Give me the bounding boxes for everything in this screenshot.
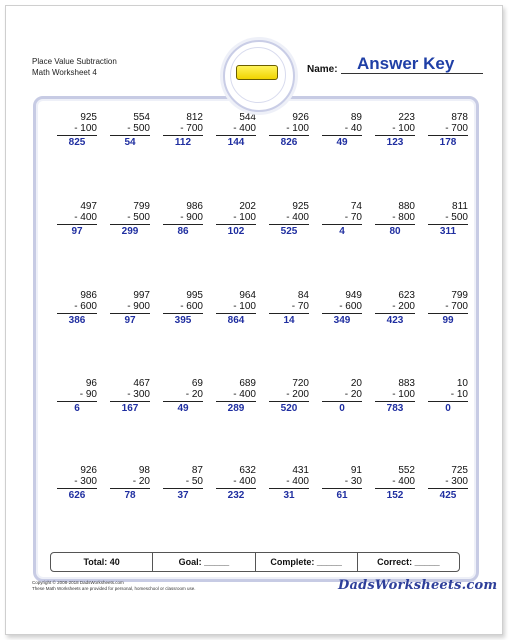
answer: 520 [280, 403, 298, 414]
subtraction-problem [428, 201, 468, 238]
answer: 425 [439, 490, 457, 501]
answer-rule [269, 313, 309, 314]
subtraction-problem [216, 378, 256, 415]
subtrahend: - 100 [233, 212, 256, 223]
emblem [223, 40, 295, 112]
minuend: 720 [292, 378, 309, 389]
subtrahend: - 400 [233, 123, 256, 134]
answer: 299 [121, 226, 139, 237]
subtrahend: - 900 [127, 301, 150, 312]
answer-rule [163, 313, 203, 314]
answer-rule [163, 224, 203, 225]
answer: 525 [280, 226, 298, 237]
subtraction-problem [269, 290, 309, 327]
minuend: 812 [186, 112, 203, 123]
answer: 825 [68, 137, 86, 148]
subtraction-problem [269, 465, 309, 502]
minuend: 799 [133, 201, 150, 212]
subtraction-problem [216, 290, 256, 327]
subtraction-problem [322, 112, 362, 149]
subtrahend: - 400 [286, 212, 309, 223]
minuend: 87 [191, 465, 203, 476]
title-line-2: Math Worksheet 4 [32, 68, 97, 77]
answer-rule [57, 135, 97, 136]
subtraction-problem [57, 201, 97, 238]
minuend: 552 [398, 465, 415, 476]
answer-rule [110, 224, 150, 225]
subtraction-problem [110, 201, 150, 238]
subtraction-problem [428, 290, 468, 327]
subtraction-problem [269, 112, 309, 149]
subtrahend: - 700 [445, 123, 468, 134]
answer-rule [216, 488, 256, 489]
subtrahend: - 20 [344, 389, 362, 400]
answer-rule [375, 135, 415, 136]
subtrahend: - 600 [339, 301, 362, 312]
minuend: 202 [239, 201, 256, 212]
answer-rule [57, 401, 97, 402]
minuend: 623 [398, 290, 415, 301]
answer: 289 [227, 403, 245, 414]
minuend: 84 [297, 290, 309, 301]
minuend: 632 [239, 465, 256, 476]
minuend: 964 [239, 290, 256, 301]
subtrahend: - 300 [127, 389, 150, 400]
minuend: 89 [350, 112, 362, 123]
total-cell: Total: 40 [51, 553, 153, 571]
answer: 349 [333, 315, 351, 326]
subtraction-problem [216, 112, 256, 149]
subtraction-problem [322, 201, 362, 238]
name-field [307, 54, 487, 74]
answer: 4 [339, 226, 345, 237]
subtrahend: - 400 [233, 389, 256, 400]
subtraction-problem [375, 290, 415, 327]
goal-cell: Goal: _____ [153, 553, 255, 571]
answer: 232 [227, 490, 245, 501]
minuend: 997 [133, 290, 150, 301]
answer: 86 [177, 226, 189, 237]
answer-rule [269, 401, 309, 402]
answer-rule [269, 224, 309, 225]
subtraction-problem [428, 465, 468, 502]
subtrahend: - 70 [291, 301, 309, 312]
minuend: 878 [451, 112, 468, 123]
answer-key-label: Answer Key [357, 54, 455, 73]
answer-rule [163, 401, 203, 402]
answer: 826 [280, 137, 298, 148]
minuend: 554 [133, 112, 150, 123]
answer: 49 [177, 403, 189, 414]
minuend: 98 [138, 465, 150, 476]
answer: 144 [227, 137, 245, 148]
answer: 626 [68, 490, 86, 501]
answer-rule [269, 135, 309, 136]
answer-rule [57, 313, 97, 314]
minuend: 91 [350, 465, 362, 476]
answer-rule [375, 313, 415, 314]
worksheet-title [32, 56, 117, 78]
subtrahend: - 500 [445, 212, 468, 223]
gold-bar-icon [236, 65, 278, 80]
minuend: 883 [398, 378, 415, 389]
minuend: 925 [292, 201, 309, 212]
minuend: 926 [292, 112, 309, 123]
answer-rule [375, 401, 415, 402]
subtrahend: - 400 [286, 476, 309, 487]
minuend: 799 [451, 290, 468, 301]
minuend: 223 [398, 112, 415, 123]
answer: 178 [439, 137, 457, 148]
minuend: 544 [239, 112, 256, 123]
minuend: 96 [85, 378, 97, 389]
answer-rule [375, 488, 415, 489]
minuend: 986 [80, 290, 97, 301]
subtraction-problem [57, 378, 97, 415]
subtrahend: - 100 [392, 389, 415, 400]
subtraction-problem [110, 112, 150, 149]
subtrahend: - 300 [445, 476, 468, 487]
subtrahend: - 70 [344, 212, 362, 223]
answer: 167 [121, 403, 139, 414]
minuend: 725 [451, 465, 468, 476]
subtrahend: - 100 [392, 123, 415, 134]
subtraction-problem [216, 465, 256, 502]
answer-rule [428, 224, 468, 225]
answer-rule [110, 135, 150, 136]
name-label: Name: [307, 64, 338, 75]
subtraction-problem [269, 378, 309, 415]
minuend: 949 [345, 290, 362, 301]
answer-rule [110, 488, 150, 489]
answer: 864 [227, 315, 245, 326]
subtrahend: - 30 [344, 476, 362, 487]
answer: 423 [386, 315, 404, 326]
answer-rule [216, 313, 256, 314]
subtraction-problem [110, 290, 150, 327]
minuend: 431 [292, 465, 309, 476]
answer-rule [322, 224, 362, 225]
answer-rule [269, 488, 309, 489]
answer-rule [428, 135, 468, 136]
minuend: 467 [133, 378, 150, 389]
subtraction-problem [375, 201, 415, 238]
answer: 97 [71, 226, 83, 237]
answer: 31 [283, 490, 295, 501]
subtraction-problem [163, 378, 203, 415]
answer: 395 [174, 315, 192, 326]
correct-cell: Correct: _____ [377, 557, 440, 567]
minuend: 811 [452, 201, 468, 212]
subtraction-problem [57, 290, 97, 327]
minuend: 986 [186, 201, 203, 212]
answer: 783 [386, 403, 404, 414]
subtraction-problem [375, 465, 415, 502]
answer-rule [110, 313, 150, 314]
answer: 80 [389, 226, 401, 237]
answer-rule [216, 401, 256, 402]
copyright-line-1: Copyright © 2008-2018 DadsWorksheets.com [32, 580, 124, 585]
answer: 49 [336, 137, 348, 148]
answer: 14 [283, 315, 295, 326]
subtraction-problem [110, 378, 150, 415]
answer-rule [163, 135, 203, 136]
complete-cell: Complete: _____ [256, 553, 358, 571]
answer-rule [216, 135, 256, 136]
subtrahend: - 700 [445, 301, 468, 312]
subtrahend: - 600 [74, 301, 97, 312]
answer-rule [216, 224, 256, 225]
minuend: 995 [186, 290, 203, 301]
subtrahend: - 700 [180, 123, 203, 134]
answer-rule [57, 224, 97, 225]
minuend: 10 [456, 378, 468, 389]
subtraction-problem [163, 201, 203, 238]
answer-rule [322, 135, 362, 136]
subtraction-problem [163, 290, 203, 327]
subtraction-problem [163, 465, 203, 502]
answer-rule [322, 313, 362, 314]
minuend: 497 [80, 201, 97, 212]
answer: 6 [74, 403, 80, 414]
subtrahend: - 20 [132, 476, 150, 487]
answer: 97 [124, 315, 136, 326]
minuend: 689 [239, 378, 256, 389]
subtrahend: - 200 [392, 301, 415, 312]
answer-rule [322, 488, 362, 489]
subtraction-problem [428, 378, 468, 415]
subtrahend: - 600 [180, 301, 203, 312]
answer: 386 [68, 315, 86, 326]
answer: 123 [386, 137, 404, 148]
dadsworksheets-logo: DadsWorksheets.com [338, 578, 498, 593]
answer: 311 [439, 226, 457, 237]
answer: 112 [174, 137, 192, 148]
subtraction-problem [428, 112, 468, 149]
answer-rule [375, 224, 415, 225]
subtrahend: - 100 [233, 301, 256, 312]
minuend: 69 [191, 378, 203, 389]
answer: 152 [386, 490, 404, 501]
subtrahend: - 10 [450, 389, 468, 400]
subtraction-problem [216, 201, 256, 238]
subtrahend: - 400 [392, 476, 415, 487]
answer: 37 [177, 490, 189, 501]
subtraction-problem [375, 112, 415, 149]
score-bar [50, 552, 460, 572]
subtraction-problem [322, 465, 362, 502]
answer-rule [428, 488, 468, 489]
subtraction-problem [110, 465, 150, 502]
copyright-notice [32, 580, 196, 592]
answer: 0 [445, 403, 451, 414]
subtrahend: - 20 [185, 389, 203, 400]
answer-rule [428, 401, 468, 402]
subtraction-problem [57, 112, 97, 149]
subtrahend: - 90 [79, 389, 97, 400]
minuend: 925 [80, 112, 97, 123]
answer-rule [57, 488, 97, 489]
answer: 54 [124, 137, 136, 148]
minuend: 20 [350, 378, 362, 389]
answer-rule [163, 488, 203, 489]
subtrahend: - 100 [286, 123, 309, 134]
title-line-1: Place Value Subtraction [32, 57, 117, 66]
subtraction-problem [163, 112, 203, 149]
subtraction-problem [269, 201, 309, 238]
minuend: 926 [80, 465, 97, 476]
minuend: 880 [398, 201, 415, 212]
subtraction-problem [375, 378, 415, 415]
subtrahend: - 100 [74, 123, 97, 134]
answer: 61 [336, 490, 348, 501]
subtrahend: - 900 [180, 212, 203, 223]
subtrahend: - 40 [344, 123, 362, 134]
answer: 99 [442, 315, 454, 326]
subtrahend: - 400 [74, 212, 97, 223]
subtraction-problem [322, 378, 362, 415]
copyright-line-2: These Math Worksheets are provided for personal, homeschool or classroom use. [32, 586, 196, 591]
subtraction-problem [57, 465, 97, 502]
answer-rule [322, 401, 362, 402]
subtrahend: - 300 [74, 476, 97, 487]
subtrahend: - 50 [185, 476, 203, 487]
problem-grid [45, 110, 468, 501]
answer: 0 [339, 403, 345, 414]
subtrahend: - 800 [392, 212, 415, 223]
subtrahend: - 200 [286, 389, 309, 400]
minuend: 74 [350, 201, 362, 212]
answer: 102 [227, 226, 245, 237]
subtrahend: - 400 [233, 476, 256, 487]
subtrahend: - 500 [127, 212, 150, 223]
subtrahend: - 500 [127, 123, 150, 134]
answer-rule [428, 313, 468, 314]
answer-rule [110, 401, 150, 402]
subtraction-problem [322, 290, 362, 327]
answer: 78 [124, 490, 136, 501]
